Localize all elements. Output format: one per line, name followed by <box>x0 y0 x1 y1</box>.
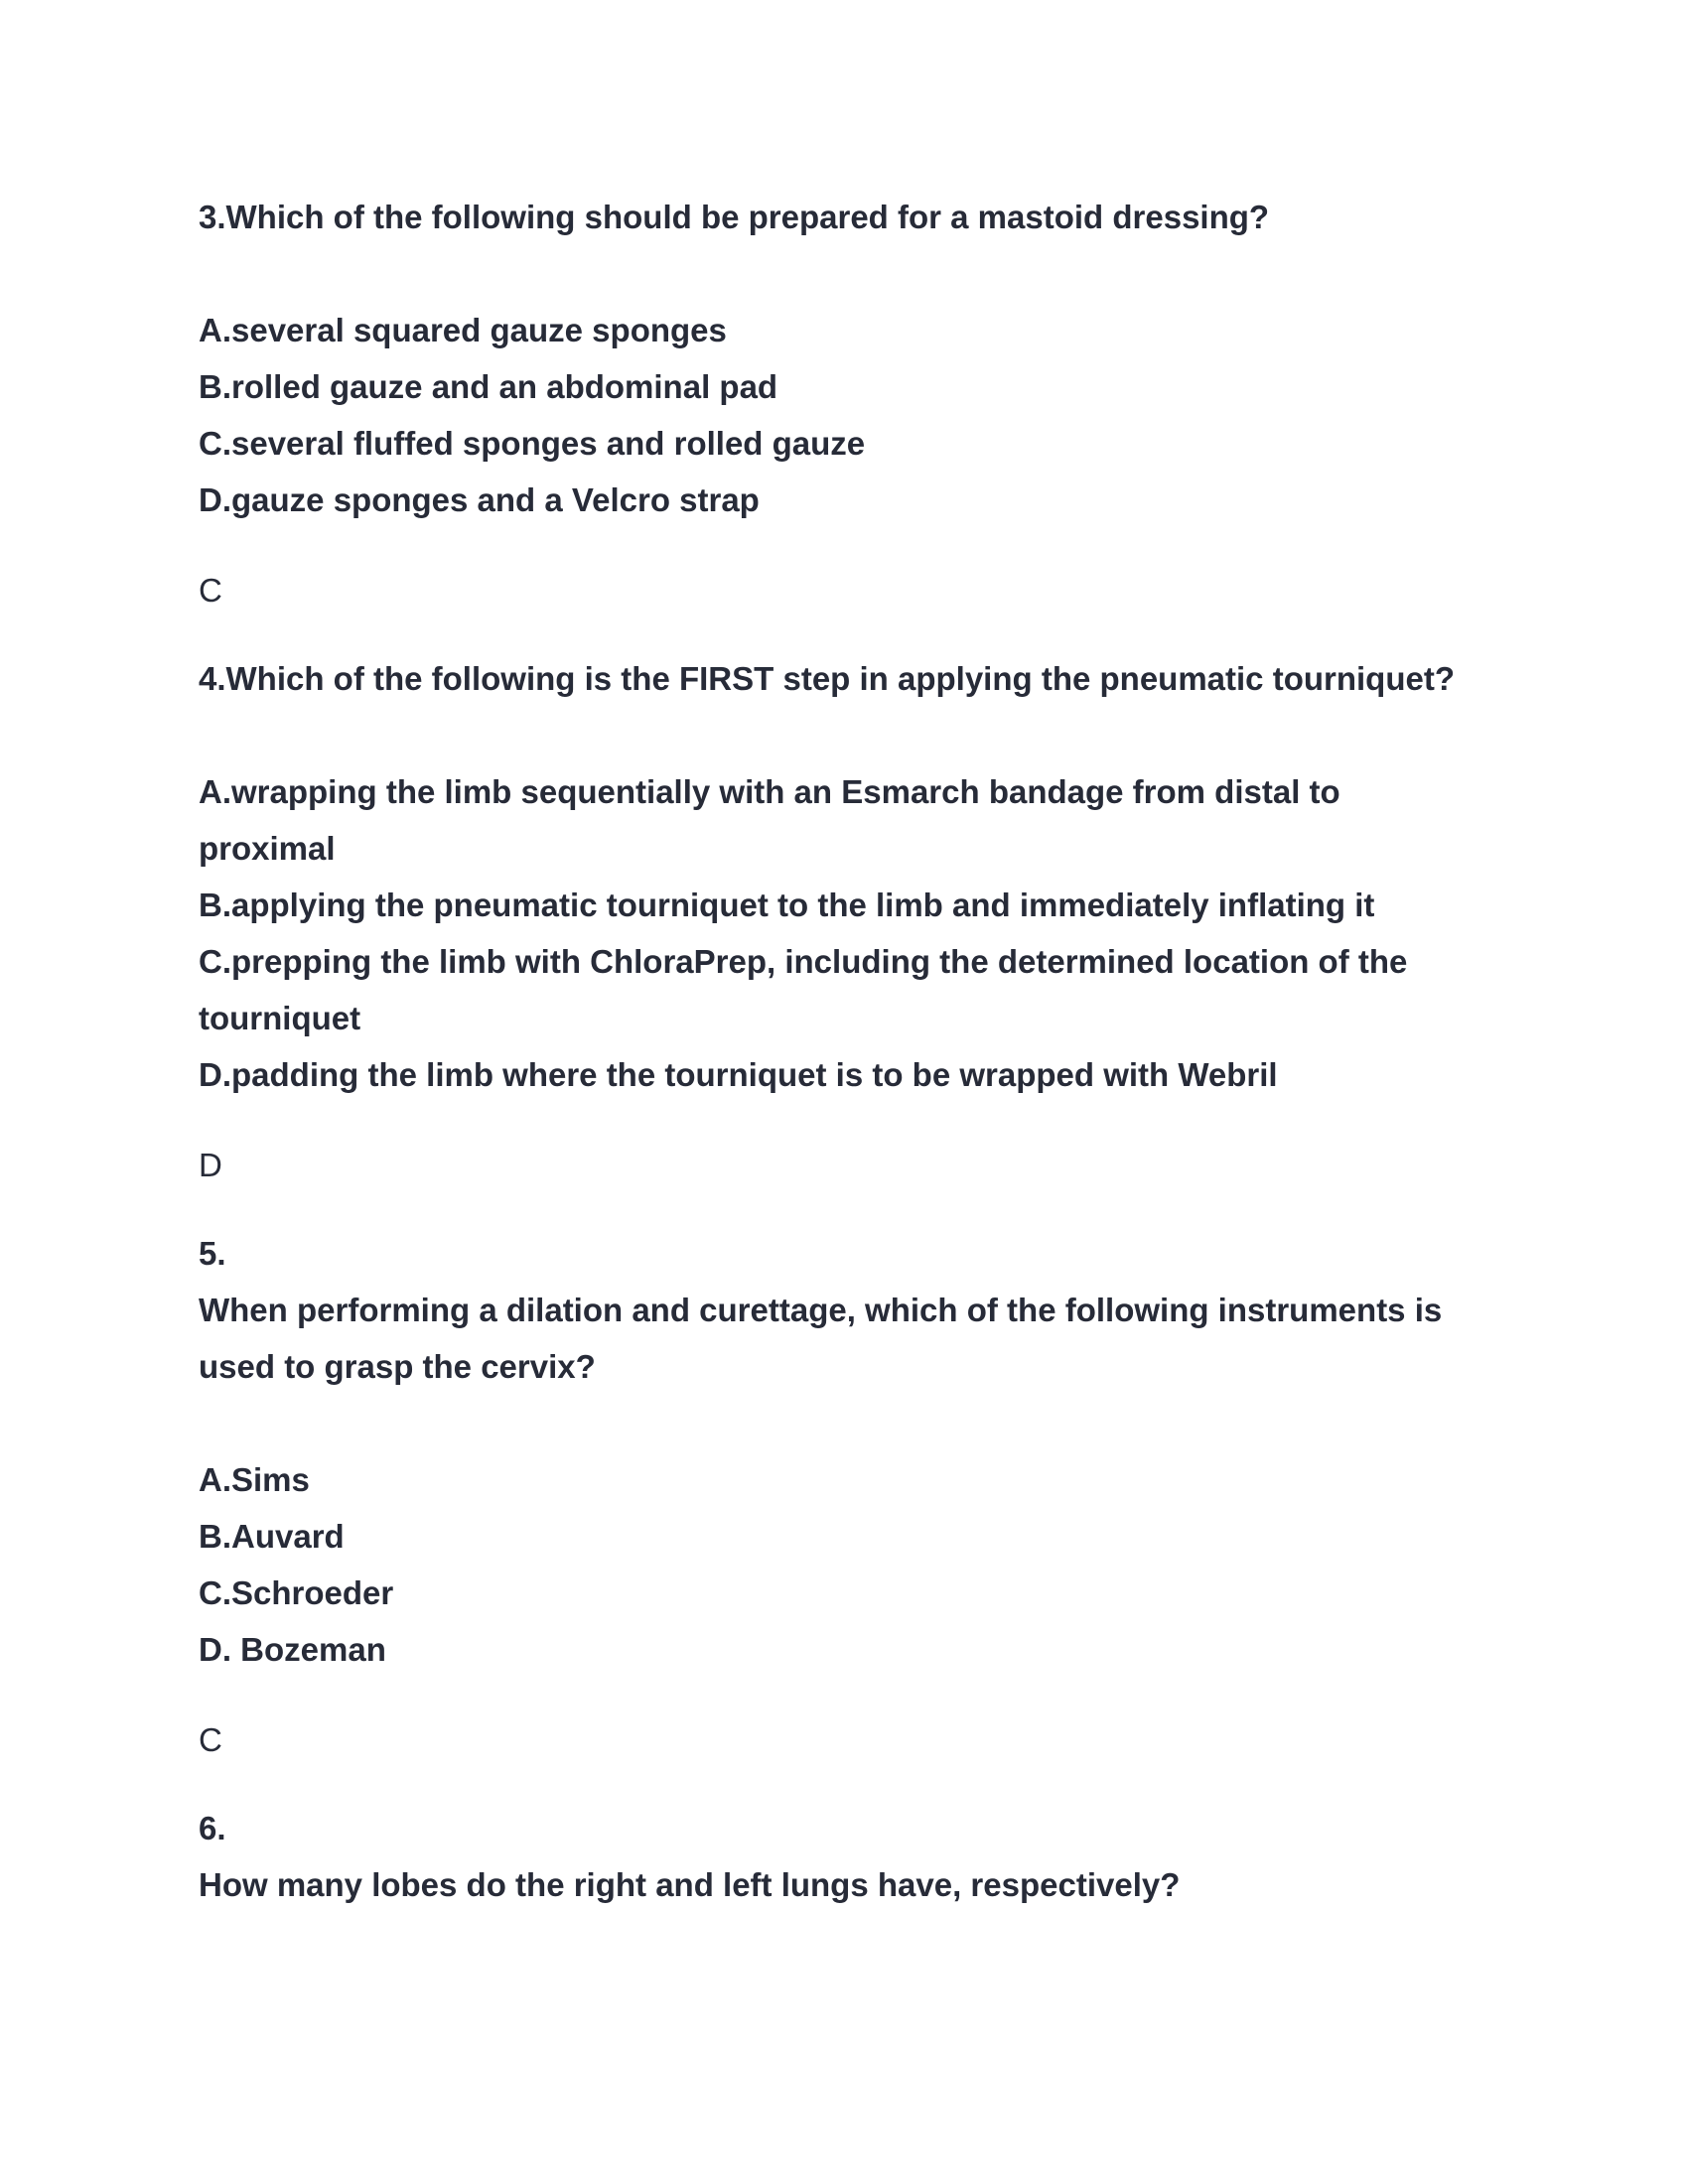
question-5-stem-line-1: When performing a dilation and curettage, which of the following instruments is <box>199 1292 1443 1328</box>
question-5-stem-line-2: used to grasp the cervix? <box>199 1348 596 1385</box>
question-6-stem: How many lobes do the right and left lungs have, respectively? <box>199 1866 1181 1903</box>
question-4-option-c-cont: tourniquet <box>199 1000 361 1036</box>
question-3-stem: 3.Which of the following should be prepared for a mastoid dressing? <box>199 199 1270 235</box>
question-4-option-a: A.wrapping the limb sequentially with an Esmarch bandage from distal to <box>199 773 1340 810</box>
question-4-option-b: B.applying the pneumatic tourniquet to the limb and immediately inflating it <box>199 887 1375 923</box>
question-3-option-d: D.gauze sponges and a Velcro strap <box>199 481 760 518</box>
question-3-answer: C <box>199 572 222 609</box>
question-3-option-c: C.several fluffed sponges and rolled gauze <box>199 425 866 462</box>
question-3-option-b: B.rolled gauze and an abdominal pad <box>199 368 778 405</box>
question-4-answer: D <box>199 1147 222 1183</box>
question-4-stem: 4.Which of the following is the FIRST step in applying the pneumatic tourniquet? <box>199 660 1455 697</box>
question-5-option-a: A.Sims <box>199 1461 310 1498</box>
question-4-option-a-cont: proximal <box>199 830 336 867</box>
question-5-option-d: D. Bozeman <box>199 1631 386 1668</box>
question-5-option-b: B.Auvard <box>199 1518 345 1555</box>
question-3-option-a: A.several squared gauze sponges <box>199 312 727 348</box>
question-5-answer: C <box>199 1721 222 1758</box>
question-6-number: 6. <box>199 1810 226 1846</box>
question-5-number: 5. <box>199 1235 226 1272</box>
question-4-option-d: D.padding the limb where the tourniquet is to be wrapped with Webril <box>199 1056 1278 1093</box>
question-4-option-c: C.prepping the limb with ChloraPrep, including the determined location of the <box>199 943 1408 980</box>
question-5-option-c: C.Schroeder <box>199 1574 394 1611</box>
